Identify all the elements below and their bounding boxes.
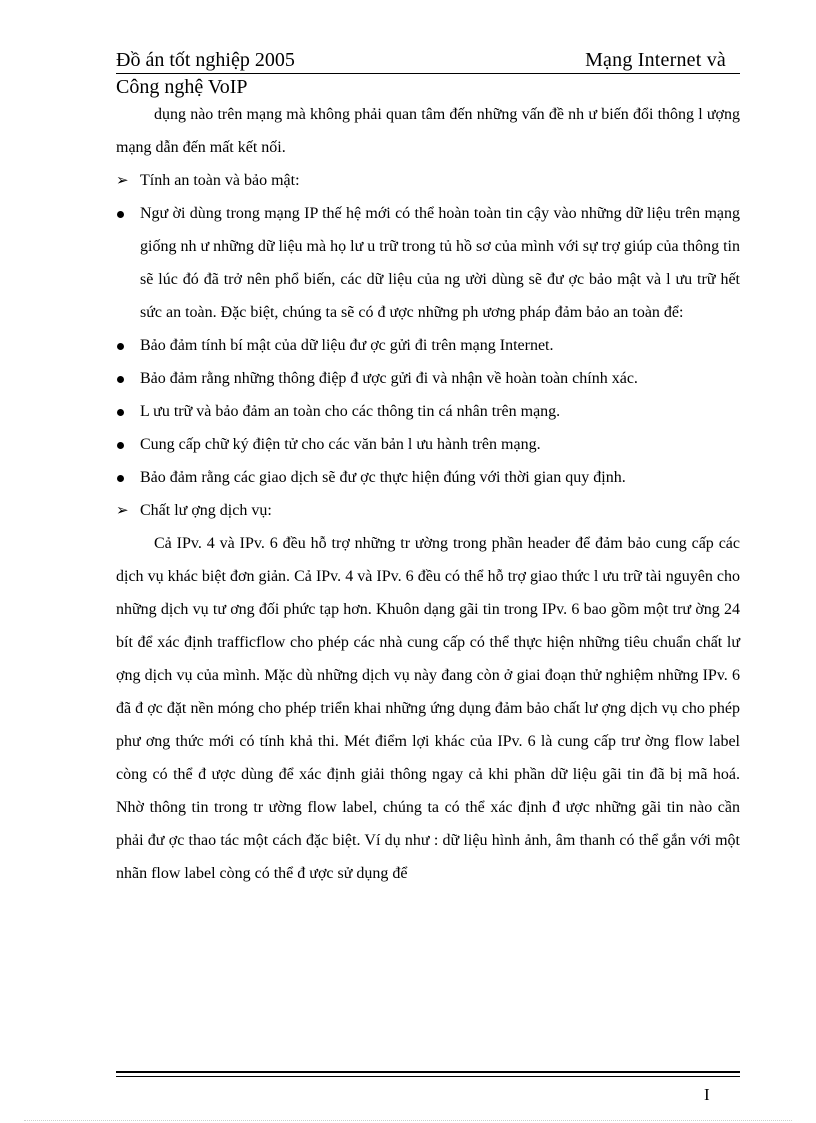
section-title: Chất lư ợng dịch vụ: — [140, 502, 272, 519]
list-item-text: Cung cấp chữ ký điện tử cho các văn bản l ưu hành trên mạng. — [140, 436, 541, 453]
section-heading-security — [116, 164, 740, 197]
list-item — [116, 197, 740, 329]
intro-paragraph: dụng nào trên mạng mà không phải quan tâm đến những vấn đề nh ư biến đổi thông l ượng mạng dẫn đến mất kết nối. — [116, 106, 740, 156]
arrow-bullet-icon: ➢ — [116, 501, 129, 519]
header-left-title: Đồ án tốt nghiệp 2005 — [116, 49, 295, 71]
list-item-text: Bảo đảm rằng các giao dịch sẽ đư ợc thực hiện đúng với thời gian quy định. — [140, 469, 626, 486]
page-edge-divider — [24, 1120, 792, 1121]
qos-paragraph: Cả IPv. 4 và IPv. 6 đều hỗ trợ những tr ường trong phần header để đảm bảo cung cấp các dịch vụ khác biệt đơn giản. Cả IPv. 4 và IPv. 6 đều có thể hỗ trợ giao thức l ưu trữ tài nguyên cho những dịch vụ tư ơng đối phức tạp hơn. Khuôn dạng gãi tin trong IPv. 6 bao gồm một trư ờng 24 bít để xác định trafficflow cho phép các nhà cung cấp có thể thực hiện những tiêu chuẩn chất lư ợng dịch vụ của mình. Mặc dù những dịch vụ này đang còn ở giai đoạn thử nghiệm những IPv. 6 đã đ ợc đặt nền móng cho phép triển khai những ứng dụng đảm bảo chất lư ợng dịch vụ cho phép phư ơng thức mới có tính khả thi. Mét điểm lợi khác của IPv. 6 là cung cấp trư ờng flow label còng có thể đ ược dùng để xác định giải thông ngay cả khi phần dữ liệu gãi tin đã bị mã hoá. Nhờ thông tin trong tr ường flow label, chúng ta có thể xác định đ ược những gãi tin nào cần phải đư ợc thao tác một cách đặc biệt. Ví dụ như : dữ liệu hình ảnh, âm thanh có thể gắn với một nhãn flow label còng có thể đ ược sử dụng để — [116, 535, 740, 882]
list-item-text: L ưu trữ và bảo đảm an toàn cho các thông tin cá nhân trên mạng. — [140, 403, 561, 420]
section-title: Tính an toàn và bảo mật: — [140, 172, 300, 189]
arrow-bullet-icon: ➢ — [116, 171, 129, 189]
page-header — [116, 49, 726, 75]
list-item — [116, 362, 740, 395]
section-heading-qos — [116, 494, 740, 527]
bullet-dot-icon — [117, 343, 124, 350]
footer-rule-thin — [116, 1076, 740, 1077]
header-rule — [116, 73, 740, 74]
bullet-dot-icon — [117, 442, 124, 449]
list-item — [116, 428, 740, 461]
bullet-dot-icon — [117, 376, 124, 383]
bullet-dot-icon — [117, 475, 124, 482]
list-item-text: Bảo đảm rằng những thông điệp đ ược gửi đi và nhận về hoàn toàn chính xác. — [140, 370, 638, 387]
list-item — [116, 329, 740, 362]
list-item — [116, 395, 740, 428]
footer-rule-thick — [116, 1071, 740, 1073]
header-right-title: Mạng Internet và — [585, 49, 726, 71]
bullet-dot-icon — [117, 409, 124, 416]
list-item-text: Bảo đảm tính bí mật của dữ liệu đư ợc gửi đi trên mạng Internet. — [140, 337, 554, 354]
list-item-text: Ngư ời dùng trong mạng IP thế hệ mới có thể hoàn toàn tin cậy vào những dữ liệu trên mạng giống nh ư những dữ liệu mà họ lư u trữ trong tủ hồ sơ của mình với sự trợ giúp của thông tin sẽ lúc đó đã trở nên phổ biến, các dữ liệu của ng ười dùng sẽ đư ợc bảo mật và l ưu trữ hết sức an toàn. Đặc biệt, chúng ta sẽ có đ ược những ph ương pháp đảm bảo an toàn để: — [140, 205, 740, 321]
page-number: I — [704, 1085, 710, 1104]
header-continuation: Công nghệ VoIP — [116, 76, 248, 98]
document-body — [116, 98, 740, 890]
list-item — [116, 461, 740, 494]
bullet-dot-icon — [117, 211, 124, 218]
